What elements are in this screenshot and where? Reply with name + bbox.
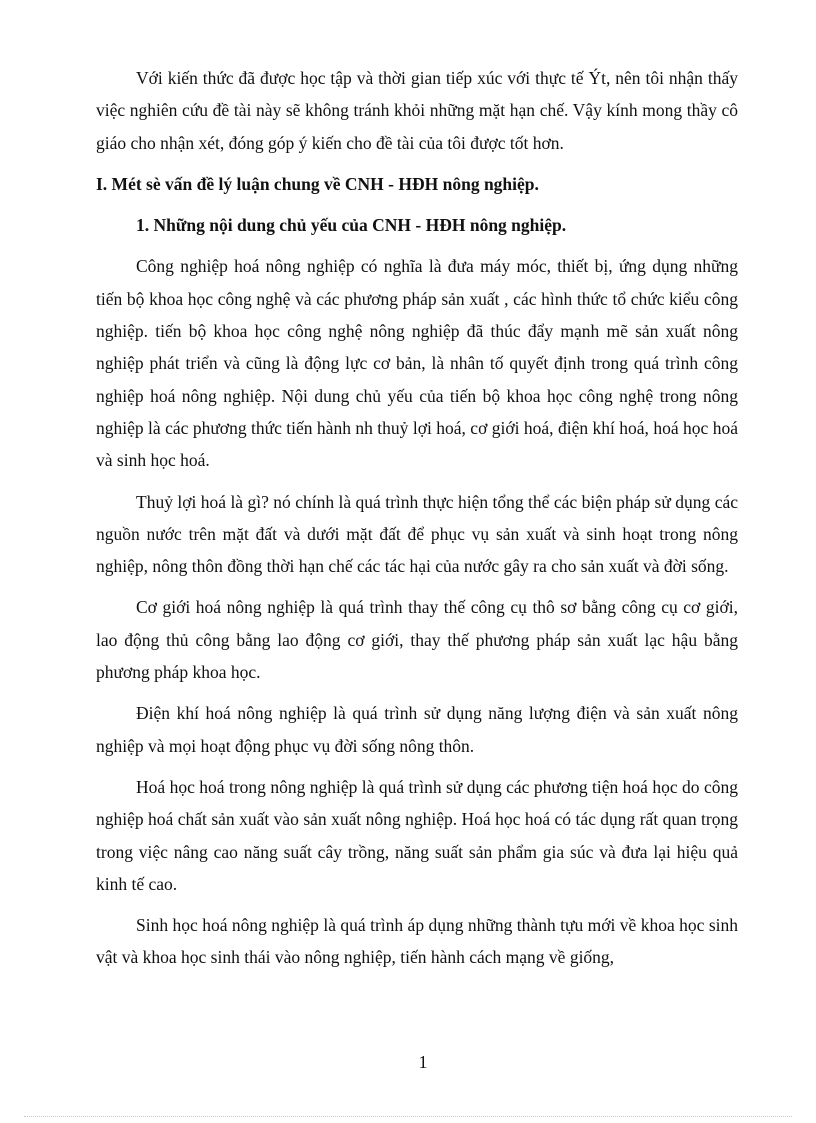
section-heading: I. Mét sè vấn đề lý luận chung về CNH - HĐH nông nghiệp. — [96, 173, 539, 194]
paragraph-biologization: Sinh học hoá nông nghiệp là quá trình áp dụng những thành tựu mới về khoa học sinh vật và khoa học sinh thái vào nông nghiệp, tiến hành cách mạng về giống, — [96, 915, 738, 968]
paragraph-chemicalization: Hoá học hoá trong nông nghiệp là quá trình sử dụng các phương tiện hoá học do công nghiệp hoá chất sản xuất vào sản xuất nông nghiệp. Hoá học hoá có tác dụng rất quan trọng trong việc nâng cao năng suất cây trồng, năng suất sản phẩm gia súc và đưa lại hiệu quả kinh tế cao. — [96, 776, 738, 894]
footer-divider — [24, 1116, 792, 1117]
subsection-heading: 1. Những nội dung chủ yếu của CNH - HĐH nông nghiệp. — [136, 215, 567, 236]
page-body — [96, 62, 738, 983]
paragraph-electrification: Điện khí hoá nông nghiệp là quá trình sử dụng năng lượng điện và sản xuất nông nghiệp và mọi hoạt động phục vụ đời sống nông thôn. — [96, 703, 738, 756]
intro-paragraph: Với kiến thức đã được học tập và thời gian tiếp xúc với thực tế Ýt, nên tôi nhận thấy việc nghiên cứu đề tài này sẽ không tránh khỏi những mặt hạn chế. Vậy kính mong thầy cô giáo cho nhận xét, đóng góp ý kiến cho đề tài của tôi được tốt hơn. — [96, 68, 738, 153]
paragraph-mechanization: Cơ giới hoá nông nghiệp là quá trình thay thế công cụ thô sơ bằng công cụ cơ giới, lao động thủ công bằng lao động cơ giới, thay thế phương pháp sản xuất lạc hậu bằng phương pháp khoa học. — [96, 597, 738, 683]
page-number: 1 — [418, 1052, 428, 1072]
paragraph-irrigation: Thuỷ lợi hoá là gì? nó chính là quá trình thực hiện tổng thể các biện pháp sử dụng các nguồn nước trên mặt đất và dưới mặt đất để phục vụ sản xuất và sinh hoạt trong nông nghiệp, nông thôn đồng thời hạn chế các tác hại của nước gây ra cho sản xuất và đời sống. — [96, 491, 738, 577]
paragraph-industrialization: Công nghiệp hoá nông nghiệp có nghĩa là đưa máy móc, thiết bị, ứng dụng những tiến bộ khoa học công nghệ và các phương pháp sản xuất , các hình thức tổ chức kiểu công nghiệp. tiến bộ khoa học công nghệ nông nghiệp đã thúc đẩy mạnh mẽ sản xuất nông nghiệp phát triển và cũng là động lực cơ bản, là nhân tố quyết định trong quá trình công nghiệp hoá nông nghiệp. Nội dung chủ yếu của tiến bộ khoa học công nghệ trong nông nghiệp là các phương thức tiến hành nh thuỷ lợi hoá, cơ giới hoá, điện khí hoá, hoá học hoá và sinh học hoá. — [96, 256, 738, 471]
